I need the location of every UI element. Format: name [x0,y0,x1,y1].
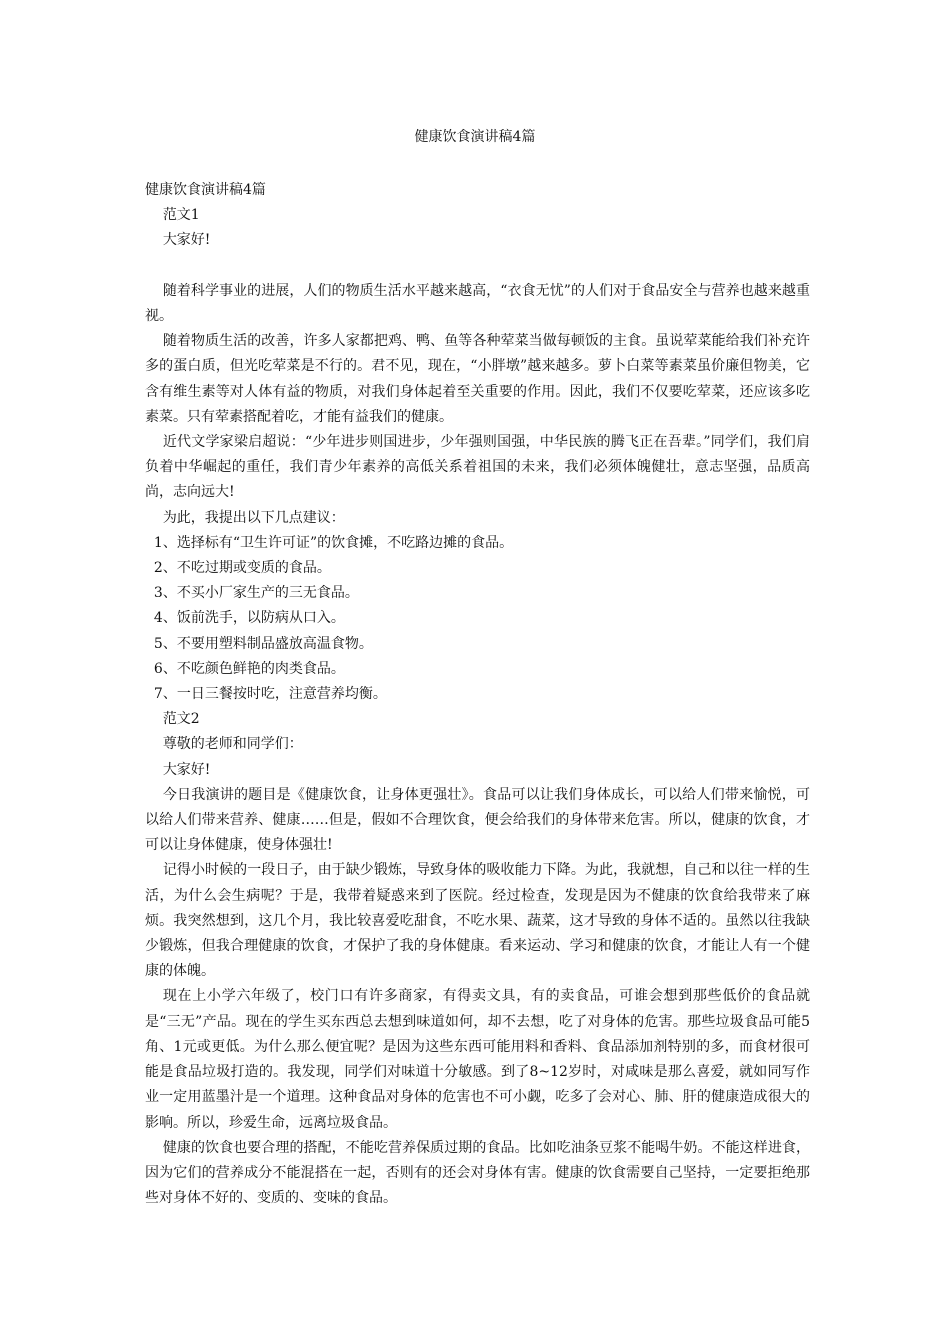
paragraph: 今日我演讲的题目是《健康饮食，让身体更强壮》。食品可以让我们身体成长，可以给人们带来愉悦，可以给人们带来营养、健康……但是，假如不合理饮食，便会给我们的身体带来危害。所以，健康的饮食，才可以让身体健康，使身体强壮! [145,786,810,854]
section-label-2: 范文2 [162,711,200,728]
list-item: 2、不吃过期或变质的食品。 [153,560,331,577]
list-item: 1、选择标有“卫生许可证”的饮食摊，不吃路边摊的食品。 [153,534,514,551]
greeting: 大家好! [162,232,211,249]
list-item: 4、饭前洗手，以防病从口入。 [153,610,345,627]
list-item: 5、不要用塑料制品盛放高温食物。 [153,635,373,652]
salutation: 尊敬的老师和同学们： [162,736,303,753]
list-item: 6、不吃颜色鲜艳的肉类食品。 [153,660,345,677]
document-title: 健康饮食演讲稿4篇 [414,129,536,145]
section-label-1: 范文1 [162,207,200,224]
list-item: 3、不买小厂家生产的三无食品。 [153,585,359,602]
paragraph: 为此，我提出以下几点建议： [162,509,345,526]
paragraph: 记得小时候的一段日子，由于缺少锻炼，导致身体的吸收能力下降。为此，我就想，自己和以往一样的生活，为什么会生病呢？于是，我带着疑惑来到了医院。经过检查，发现是因为不健康的饮食给我带来了麻烦。我突然想到，这几个月，我比较喜爱吃甜食，不吃水果、蔬菜，这才导致的身体不适的。虽然以往我缺少锻炼，但我合理健康的饮食，才保护了我的身体健康。看来运动、学习和健康的饮食，才能让人有一个健康的体魄。 [145,862,810,980]
paragraph: 近代文学家梁启超说：“少年进步则国进步，少年强则国强，中华民族的腾飞正在吾辈。”同学们，我们肩负着中华崛起的重任，我们青少年素养的高低关系着祖国的未来，我们必须体魄健壮，意志坚强，品质高尚，志向远大! [145,434,810,501]
paragraph: 健康的饮食也要合理的搭配，不能吃营养保质过期的食品。比如吃油条豆浆不能喝牛奶。不能这样进食，因为它们的营养成分不能混搭在一起，否则有的还会对身体有害。健康的饮食需要自己坚持，一定要拒绝那些对身体不好的、变质的、变味的食品。 [145,1139,810,1207]
body-heading: 健康饮食演讲稿4篇 [145,182,266,198]
greeting: 大家好! [162,761,211,778]
paragraph: 现在上小学六年级了，校门口有许多商家，有得卖文具，有的卖食品，可谁会想到那些低价的食品就是“三无”产品。现在的学生买东西总去想到味道如何，却不去想，吃了对身体的危害。那些垃圾食品可能5角、1元或更低。为什么那么便宜呢？是因为这些东西可能用料和香料、食品添加剂特别的多，而食材很可能是食品垃圾打造的。我发现，同学们对味道十分敏感。到了8~12岁时，对咸味是那么喜爱，就如同写作业一定用蓝墨汁是一个道理。这种食品对身体的危害也不可小觑，吃多了会对心、肺、肝的健康造成很大的影响。所以，珍爱生命，远离垃圾食品。 [145,988,810,1131]
paragraph: 随着科学事业的进展，人们的物质生活水平越来越高，“衣食无忧”的人们对于食品安全与营养也越来越重视。 [145,282,810,324]
blank-line [145,254,810,279]
list-item: 7、一日三餐按时吃，注意营养均衡。 [153,686,387,703]
document-body [145,178,810,1211]
paragraph: 随着物质生活的改善，许多人家都把鸡、鸭、鱼等各种荤菜当做每顿饭的主食。虽说荤菜能给我们补充许多的蛋白质，但光吃荤菜是不行的。君不见，现在，“小胖墩”越来越多。萝卜白菜等素菜虽价廉但物美，它含有维生素等对人体有益的物质，对我们身体起着至关重要的作用。因此，我们不仅要吃荤菜，还应该多吃素菜。只有荤素搭配着吃，才能有益我们的健康。 [145,333,810,425]
